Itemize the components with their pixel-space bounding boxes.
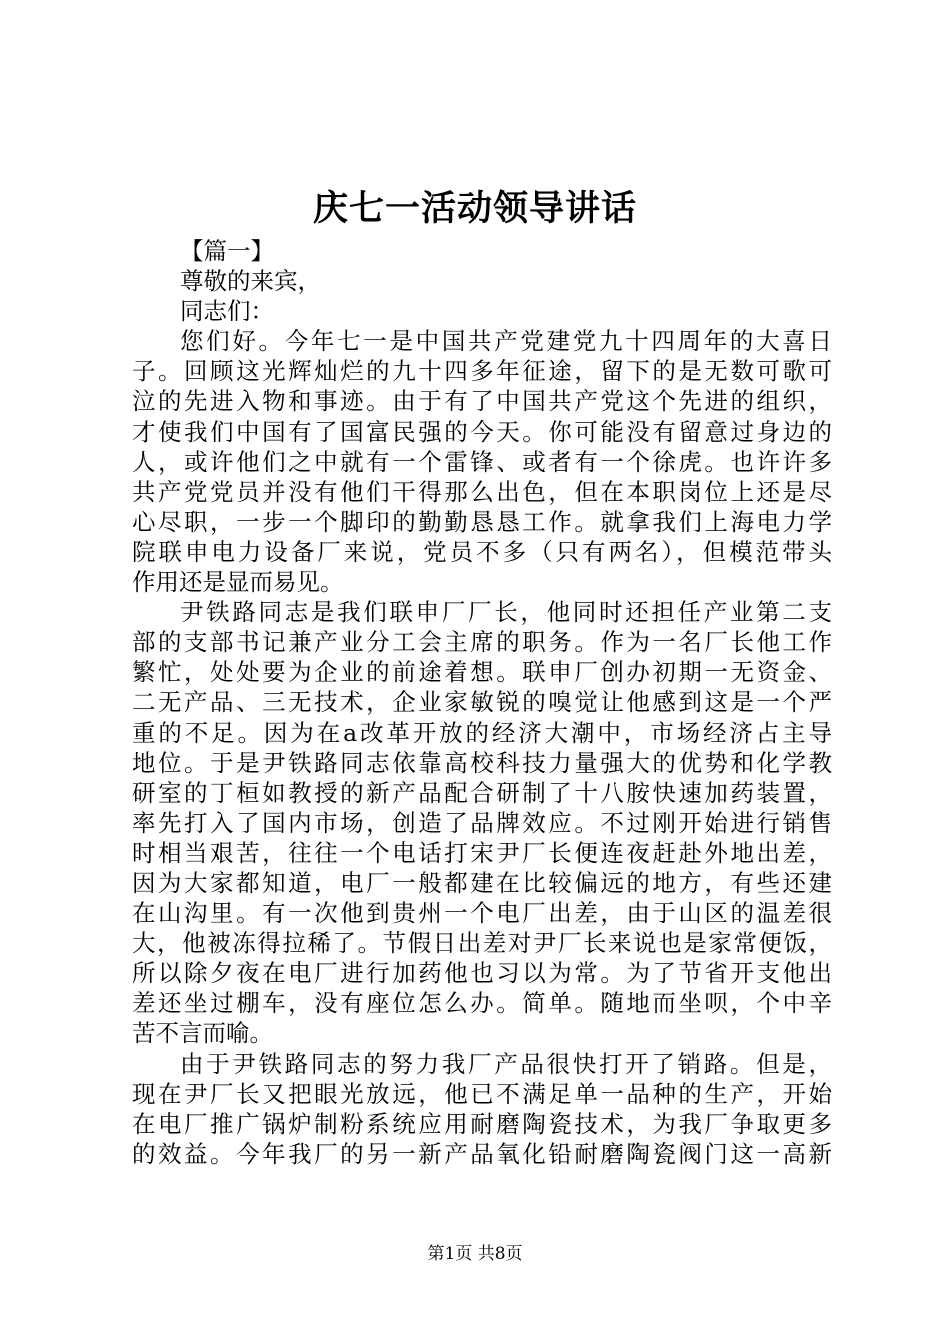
body-text-line: 因为大家都知道，电厂一般都建在比较偏远的地方，有些还建 <box>132 868 832 897</box>
body-text-line: 泣的先进入物和事迹。由于有了中国共产党这个先进的组织， <box>132 387 832 416</box>
body-text-line: 院联申电力设备厂来说，党员不多（只有两名），但模范带头 <box>132 537 832 566</box>
document-title: 庆七一活动领导讲话 <box>312 188 637 229</box>
body-text-line: 繁忙，处处要为企业的前途着想。联申厂创办初期一无资金、 <box>132 658 832 687</box>
body-text-line: 在电厂推广锅炉制粉系统应用耐磨陶瓷技术，为我厂争取更多 <box>132 1109 832 1138</box>
body-text-line: 时相当艰苦，往往一个电话打宋尹厂长便连夜赶赴外地出差， <box>132 838 832 867</box>
body-text-line: 在山沟里。有一次他到贵州一个电厂出差，由于山区的温差很 <box>132 899 832 928</box>
body-text-line: 现在尹厂长又把眼光放远，他已不满足单一品种的生产，开始 <box>132 1079 832 1108</box>
body-text-line: 部的支部书记兼产业分工会主席的职务。作为一名厂长他工作 <box>132 628 832 657</box>
document-body <box>132 236 832 1169</box>
body-text-line: 子。回顾这光辉灿烂的九十四多年征途，留下的是无数可歌可 <box>132 357 832 386</box>
body-text-line: 心尽职，一步一个脚印的勤勤恳恳工作。就拿我们上海电力学 <box>132 507 832 536</box>
body-text-line: 作用还是显而易见。 <box>132 568 344 597</box>
body-text-line: 【篇一】 <box>180 237 274 265</box>
body-text-line: 大，他被冻得拉稀了。节假日出差对尹厂长来说也是家常便饭， <box>132 929 832 958</box>
body-text-line: 的效益。今年我厂的另一新产品氧化铅耐磨陶瓷阀门这一高新 <box>132 1139 832 1168</box>
body-text-line: 同志们： <box>180 297 274 326</box>
body-text-line: 重的不足。因为在a改革开放的经济大潮中，市场经济占主导 <box>132 718 832 747</box>
body-text-line: 尹铁路同志是我们联申厂厂长，他同时还担任产业第二支 <box>180 598 832 627</box>
body-text-line: 您们好。今年七一是中国共产党建党九十四周年的大喜日 <box>180 327 832 356</box>
body-text-line: 地位。于是尹铁路同志依靠高校科技力量强大的优势和化学教 <box>132 748 832 777</box>
body-text-line: 尊敬的来宾， <box>180 267 321 296</box>
body-text-line: 苦不言而喻。 <box>132 1019 273 1048</box>
body-text-line: 率先打入了国内市场，创造了品牌效应。不过刚开始进行销售 <box>132 808 832 837</box>
body-text-line: 差还坐过棚车，没有座位怎么办。简单。随地而坐呗，个中辛 <box>132 989 832 1018</box>
body-text-line: 研室的丁桓如教授的新产品配合研制了十八胺快速加药装置， <box>132 778 832 807</box>
body-text-line: 二无产品、三无技术，企业家敏锐的嗅觉让他感到这是一个严 <box>132 688 832 717</box>
body-text-line: 由于尹铁路同志的努力我厂产品很快打开了销路。但是， <box>180 1049 832 1078</box>
body-text-line: 才使我们中国有了国富民强的今天。你可能没有留意过身边的 <box>132 417 832 446</box>
body-text-line: 共产党党员并没有他们干得那么出色，但在本职岗位上还是尽 <box>132 477 832 506</box>
page-footer: 第1页 共8页 <box>427 1244 523 1264</box>
body-text-line: 人，或许他们之中就有一个雷锋、或者有一个徐虎。也许许多 <box>132 447 832 476</box>
body-text-line: 所以除夕夜在电厂进行加药他也习以为常。为了节省开支他出 <box>132 959 832 988</box>
